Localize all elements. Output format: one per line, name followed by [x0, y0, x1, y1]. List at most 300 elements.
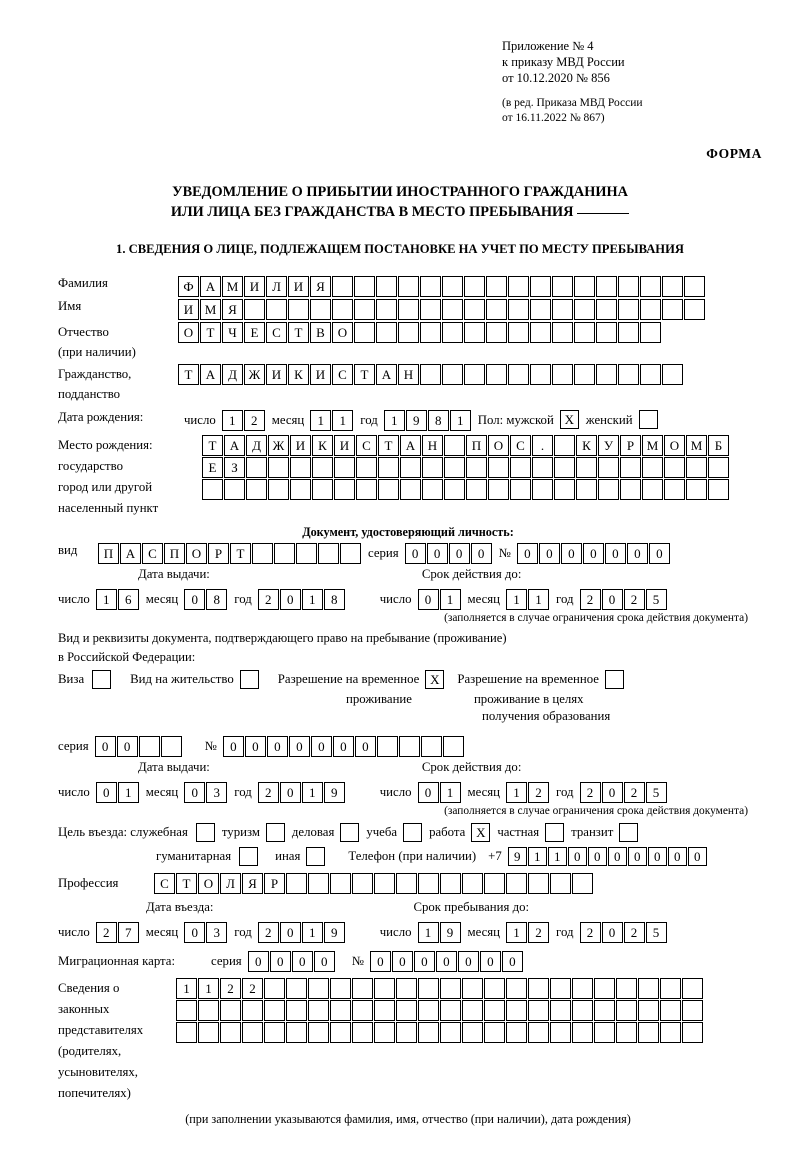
cell[interactable] [376, 276, 397, 297]
cell[interactable] [572, 873, 593, 894]
cell[interactable]: 0 [602, 782, 623, 803]
cell[interactable]: Д [246, 435, 267, 456]
cell[interactable]: У [598, 435, 619, 456]
cell[interactable]: 1 [332, 410, 353, 431]
cell[interactable] [352, 978, 373, 999]
cell[interactable]: Я [242, 873, 263, 894]
cell[interactable]: Н [398, 364, 419, 385]
cell[interactable] [528, 978, 549, 999]
cell[interactable]: И [266, 364, 287, 385]
cell[interactable]: О [488, 435, 509, 456]
cell[interactable]: 1 [384, 410, 405, 431]
cell[interactable] [352, 873, 373, 894]
cell[interactable]: 1 [528, 589, 549, 610]
cell[interactable]: О [664, 435, 685, 456]
cell[interactable]: 1 [440, 782, 461, 803]
cell[interactable]: 0 [95, 736, 116, 757]
cell[interactable] [486, 322, 507, 343]
cell[interactable] [528, 873, 549, 894]
stay-issue-year-input[interactable] [258, 782, 346, 803]
cell[interactable]: 0 [314, 951, 335, 972]
cell[interactable]: П [98, 543, 119, 564]
doc-number-input[interactable] [517, 543, 671, 564]
cell[interactable] [484, 873, 505, 894]
cell[interactable]: 1 [440, 589, 461, 610]
cell[interactable]: А [200, 364, 221, 385]
cell[interactable] [264, 978, 285, 999]
cell[interactable]: 0 [602, 589, 623, 610]
cell[interactable] [444, 479, 465, 500]
purpose-work-checkbox[interactable] [471, 823, 491, 842]
cell[interactable] [220, 1000, 241, 1021]
cell[interactable] [264, 1000, 285, 1021]
cell[interactable]: 1 [418, 922, 439, 943]
cell[interactable] [616, 1000, 637, 1021]
cell[interactable]: 0 [561, 543, 582, 564]
cell[interactable] [640, 299, 661, 320]
cell[interactable]: 9 [406, 410, 427, 431]
cell[interactable] [403, 823, 422, 842]
cell[interactable]: М [200, 299, 221, 320]
cell[interactable] [340, 823, 359, 842]
cell[interactable] [664, 479, 685, 500]
cell[interactable] [377, 736, 398, 757]
cell[interactable] [442, 276, 463, 297]
purpose-service-checkbox[interactable] [196, 823, 216, 842]
cell[interactable]: 0 [270, 951, 291, 972]
cell[interactable]: 9 [324, 922, 345, 943]
cell[interactable] [596, 364, 617, 385]
cell[interactable]: 0 [280, 782, 301, 803]
cell[interactable]: 8 [324, 589, 345, 610]
cell[interactable] [640, 276, 661, 297]
cell[interactable] [246, 479, 267, 500]
cell[interactable] [443, 736, 464, 757]
cell[interactable] [638, 978, 659, 999]
cell[interactable]: С [142, 543, 163, 564]
visa-checkbox[interactable] [92, 670, 112, 689]
cell[interactable] [488, 457, 509, 478]
cell[interactable] [92, 670, 111, 689]
cell[interactable] [286, 873, 307, 894]
purpose-tourism-checkbox[interactable] [266, 823, 286, 842]
cell[interactable]: Е [244, 322, 265, 343]
cell[interactable]: 1 [302, 782, 323, 803]
doc-valid-day-input[interactable] [418, 589, 462, 610]
cell[interactable] [605, 670, 624, 689]
cell[interactable]: 0 [96, 782, 117, 803]
cell[interactable]: 0 [333, 736, 354, 757]
cell[interactable] [508, 276, 529, 297]
cell[interactable] [598, 457, 619, 478]
cell[interactable] [686, 457, 707, 478]
doc-type-input[interactable] [98, 543, 362, 564]
cell[interactable]: 0 [605, 543, 626, 564]
cell[interactable]: 1 [222, 410, 243, 431]
cell[interactable] [330, 1022, 351, 1043]
cell[interactable] [308, 1000, 329, 1021]
cell[interactable] [266, 299, 287, 320]
cell[interactable] [466, 457, 487, 478]
stayuntil-month-input[interactable] [506, 922, 550, 943]
cell[interactable] [486, 299, 507, 320]
cell[interactable] [618, 299, 639, 320]
cell[interactable] [708, 457, 729, 478]
cell[interactable] [420, 322, 441, 343]
cell[interactable] [312, 479, 333, 500]
cell[interactable] [574, 322, 595, 343]
cell[interactable] [660, 978, 681, 999]
cell[interactable] [418, 873, 439, 894]
cell[interactable] [572, 978, 593, 999]
cell[interactable] [396, 1000, 417, 1021]
cell[interactable] [572, 1000, 593, 1021]
cell[interactable] [318, 543, 339, 564]
cell[interactable]: 1 [96, 589, 117, 610]
cell[interactable]: 0 [355, 736, 376, 757]
cell[interactable]: 1 [310, 410, 331, 431]
cell[interactable] [642, 457, 663, 478]
cell[interactable] [198, 1022, 219, 1043]
cell[interactable] [660, 1022, 681, 1043]
cell[interactable] [596, 322, 617, 343]
cell[interactable]: 0 [248, 951, 269, 972]
cell[interactable] [330, 1000, 351, 1021]
residence-permit-checkbox[interactable] [240, 670, 260, 689]
cell[interactable]: 2 [258, 922, 279, 943]
cell[interactable]: 0 [184, 589, 205, 610]
sex-female-checkbox[interactable] [639, 410, 659, 429]
cell[interactable]: 0 [427, 543, 448, 564]
doc-issue-month-input[interactable] [184, 589, 228, 610]
cell[interactable]: 0 [436, 951, 457, 972]
cell[interactable] [462, 1000, 483, 1021]
cell[interactable]: 2 [580, 782, 601, 803]
birth-year-input[interactable] [384, 410, 472, 431]
phone-input[interactable] [508, 847, 708, 866]
cell[interactable] [464, 299, 485, 320]
cell[interactable] [684, 299, 705, 320]
entry-month-input[interactable] [184, 922, 228, 943]
cell[interactable] [552, 299, 573, 320]
cell[interactable] [442, 364, 463, 385]
birth-month-input[interactable] [310, 410, 354, 431]
cell[interactable] [464, 322, 485, 343]
cell[interactable] [508, 364, 529, 385]
cell[interactable]: 2 [244, 410, 265, 431]
cell[interactable] [308, 873, 329, 894]
cell[interactable]: Х [560, 410, 579, 429]
cell[interactable] [418, 1000, 439, 1021]
cell[interactable] [532, 457, 553, 478]
cell[interactable]: 8 [428, 410, 449, 431]
cell[interactable]: М [642, 435, 663, 456]
cell[interactable]: 0 [280, 922, 301, 943]
cell[interactable]: 0 [392, 951, 413, 972]
cell[interactable]: О [186, 543, 207, 564]
cell[interactable] [268, 479, 289, 500]
cell[interactable] [618, 276, 639, 297]
cell[interactable] [642, 479, 663, 500]
cell[interactable] [640, 322, 661, 343]
cell[interactable]: 1 [118, 782, 139, 803]
cell[interactable]: 1 [506, 782, 527, 803]
stay-valid-day-input[interactable] [418, 782, 462, 803]
stayuntil-day-input[interactable] [418, 922, 462, 943]
stay-series-input[interactable] [95, 736, 183, 757]
cell[interactable]: 1 [198, 978, 219, 999]
legal-rep-line-2[interactable] [176, 1000, 704, 1021]
cell[interactable] [288, 299, 309, 320]
cell[interactable] [638, 1022, 659, 1043]
cell[interactable]: О [332, 322, 353, 343]
cell[interactable] [332, 299, 353, 320]
entry-year-input[interactable] [258, 922, 346, 943]
cell[interactable]: Ж [268, 435, 289, 456]
cell[interactable] [466, 479, 487, 500]
cell[interactable] [252, 543, 273, 564]
cell[interactable] [484, 978, 505, 999]
cell[interactable]: Н [422, 435, 443, 456]
cell[interactable]: . [532, 435, 553, 456]
cell[interactable] [464, 364, 485, 385]
cell[interactable]: 2 [580, 589, 601, 610]
cell[interactable]: Т [202, 435, 223, 456]
edu-residence-checkbox[interactable] [605, 670, 625, 689]
name-input[interactable] [178, 299, 706, 320]
cell[interactable] [506, 873, 527, 894]
cell[interactable] [550, 1022, 571, 1043]
cell[interactable]: 0 [480, 951, 501, 972]
cell[interactable]: А [200, 276, 221, 297]
cell[interactable]: И [290, 435, 311, 456]
cell[interactable]: 0 [539, 543, 560, 564]
cell[interactable]: Т [230, 543, 251, 564]
cell[interactable]: 5 [646, 922, 667, 943]
cell[interactable] [244, 299, 265, 320]
patronymic-input[interactable] [178, 322, 662, 343]
cell[interactable]: Ф [178, 276, 199, 297]
cell[interactable] [161, 736, 182, 757]
cell[interactable] [530, 322, 551, 343]
cell[interactable] [374, 1022, 395, 1043]
cell[interactable]: 0 [458, 951, 479, 972]
cell[interactable] [594, 1000, 615, 1021]
legal-rep-line-3[interactable] [176, 1022, 704, 1043]
doc-valid-year-input[interactable] [580, 589, 668, 610]
cell[interactable] [662, 276, 683, 297]
cell[interactable]: 0 [289, 736, 310, 757]
cell[interactable] [488, 479, 509, 500]
cell[interactable] [240, 670, 259, 689]
doc-valid-month-input[interactable] [506, 589, 550, 610]
cell[interactable]: Р [264, 873, 285, 894]
cell[interactable] [532, 479, 553, 500]
migration-number-input[interactable] [370, 951, 524, 972]
cell[interactable] [550, 873, 571, 894]
cell[interactable]: Р [208, 543, 229, 564]
cell[interactable] [596, 276, 617, 297]
cell[interactable] [708, 479, 729, 500]
cell[interactable]: 2 [528, 922, 549, 943]
cell[interactable] [286, 1000, 307, 1021]
cell[interactable]: 0 [449, 543, 470, 564]
cell[interactable]: А [120, 543, 141, 564]
profession-input[interactable] [154, 873, 594, 894]
cell[interactable]: И [178, 299, 199, 320]
cell[interactable] [330, 978, 351, 999]
cell[interactable] [246, 457, 267, 478]
cell[interactable] [176, 1022, 197, 1043]
cell[interactable] [330, 873, 351, 894]
cell[interactable]: 9 [324, 782, 345, 803]
cell[interactable] [356, 457, 377, 478]
cell[interactable] [440, 978, 461, 999]
cell[interactable] [444, 457, 465, 478]
cell[interactable]: 0 [688, 847, 707, 866]
cell[interactable]: А [376, 364, 397, 385]
cell[interactable] [444, 435, 465, 456]
cell[interactable] [506, 978, 527, 999]
cell[interactable] [374, 1000, 395, 1021]
stay-issue-month-input[interactable] [184, 782, 228, 803]
migration-series-input[interactable] [248, 951, 336, 972]
cell[interactable]: П [466, 435, 487, 456]
cell[interactable]: С [154, 873, 175, 894]
surname-input[interactable] [178, 276, 706, 297]
cell[interactable]: Я [222, 299, 243, 320]
cell[interactable]: 3 [206, 922, 227, 943]
cell[interactable]: 0 [184, 922, 205, 943]
cell[interactable]: М [222, 276, 243, 297]
cell[interactable]: С [266, 322, 287, 343]
cell[interactable] [264, 1022, 285, 1043]
cell[interactable]: М [686, 435, 707, 456]
birthplace-line-2[interactable] [202, 457, 730, 478]
cell[interactable] [596, 299, 617, 320]
cell[interactable] [574, 364, 595, 385]
cell[interactable] [620, 479, 641, 500]
cell[interactable]: 1 [176, 978, 197, 999]
cell[interactable] [618, 364, 639, 385]
birth-day-input[interactable] [222, 410, 266, 431]
cell[interactable] [422, 457, 443, 478]
cell[interactable] [310, 299, 331, 320]
cell[interactable]: 0 [628, 847, 647, 866]
cell[interactable] [312, 457, 333, 478]
cell[interactable] [242, 1022, 263, 1043]
cell[interactable]: И [334, 435, 355, 456]
cell[interactable] [420, 299, 441, 320]
cell[interactable] [682, 978, 703, 999]
cell[interactable]: Т [354, 364, 375, 385]
purpose-humanitarian-checkbox[interactable] [239, 847, 259, 866]
cell[interactable]: 0 [414, 951, 435, 972]
cell[interactable]: И [288, 276, 309, 297]
cell[interactable] [420, 276, 441, 297]
cell[interactable]: 0 [418, 589, 439, 610]
cell[interactable] [440, 1022, 461, 1043]
citizenship-input[interactable] [178, 364, 684, 385]
cell[interactable]: О [198, 873, 219, 894]
cell[interactable] [682, 1000, 703, 1021]
cell[interactable] [440, 1000, 461, 1021]
cell[interactable]: 0 [588, 847, 607, 866]
cell[interactable]: П [164, 543, 185, 564]
cell[interactable] [552, 322, 573, 343]
cell[interactable]: С [332, 364, 353, 385]
cell[interactable]: К [288, 364, 309, 385]
cell[interactable] [554, 457, 575, 478]
cell[interactable]: 0 [627, 543, 648, 564]
cell[interactable] [332, 276, 353, 297]
cell[interactable]: 1 [528, 847, 547, 866]
entry-day-input[interactable] [96, 922, 140, 943]
cell[interactable] [660, 1000, 681, 1021]
cell[interactable] [464, 276, 485, 297]
cell[interactable] [528, 1022, 549, 1043]
cell[interactable]: 8 [206, 589, 227, 610]
cell[interactable]: 1 [506, 922, 527, 943]
cell[interactable] [662, 364, 683, 385]
cell[interactable] [552, 364, 573, 385]
cell[interactable]: 0 [668, 847, 687, 866]
cell[interactable]: К [576, 435, 597, 456]
cell[interactable]: Ж [244, 364, 265, 385]
cell[interactable]: З [224, 457, 245, 478]
cell[interactable] [598, 479, 619, 500]
cell[interactable]: 0 [649, 543, 670, 564]
cell[interactable] [398, 322, 419, 343]
cell[interactable] [378, 479, 399, 500]
cell[interactable] [462, 873, 483, 894]
cell[interactable] [422, 479, 443, 500]
cell[interactable] [530, 364, 551, 385]
cell[interactable]: 3 [206, 782, 227, 803]
cell[interactable]: 5 [646, 589, 667, 610]
cell[interactable]: 6 [118, 589, 139, 610]
cell[interactable] [286, 1022, 307, 1043]
cell[interactable] [462, 1022, 483, 1043]
cell[interactable]: Ч [222, 322, 243, 343]
stayuntil-year-input[interactable] [580, 922, 668, 943]
purpose-study-checkbox[interactable] [403, 823, 423, 842]
cell[interactable]: 2 [624, 589, 645, 610]
cell[interactable] [442, 322, 463, 343]
cell[interactable] [442, 299, 463, 320]
cell[interactable] [399, 736, 420, 757]
cell[interactable]: 2 [96, 922, 117, 943]
cell[interactable] [296, 543, 317, 564]
cell[interactable] [554, 435, 575, 456]
cell[interactable] [420, 364, 441, 385]
cell[interactable] [545, 823, 564, 842]
cell[interactable]: 0 [292, 951, 313, 972]
cell[interactable]: Я [310, 276, 331, 297]
cell[interactable]: 2 [220, 978, 241, 999]
cell[interactable]: Е [202, 457, 223, 478]
cell[interactable]: 2 [624, 922, 645, 943]
cell[interactable] [440, 873, 461, 894]
cell[interactable] [510, 457, 531, 478]
cell[interactable] [508, 299, 529, 320]
cell[interactable]: 0 [245, 736, 266, 757]
cell[interactable] [620, 457, 641, 478]
cell[interactable] [572, 1022, 593, 1043]
cell[interactable]: Х [425, 670, 444, 689]
cell[interactable]: 7 [118, 922, 139, 943]
cell[interactable] [574, 276, 595, 297]
